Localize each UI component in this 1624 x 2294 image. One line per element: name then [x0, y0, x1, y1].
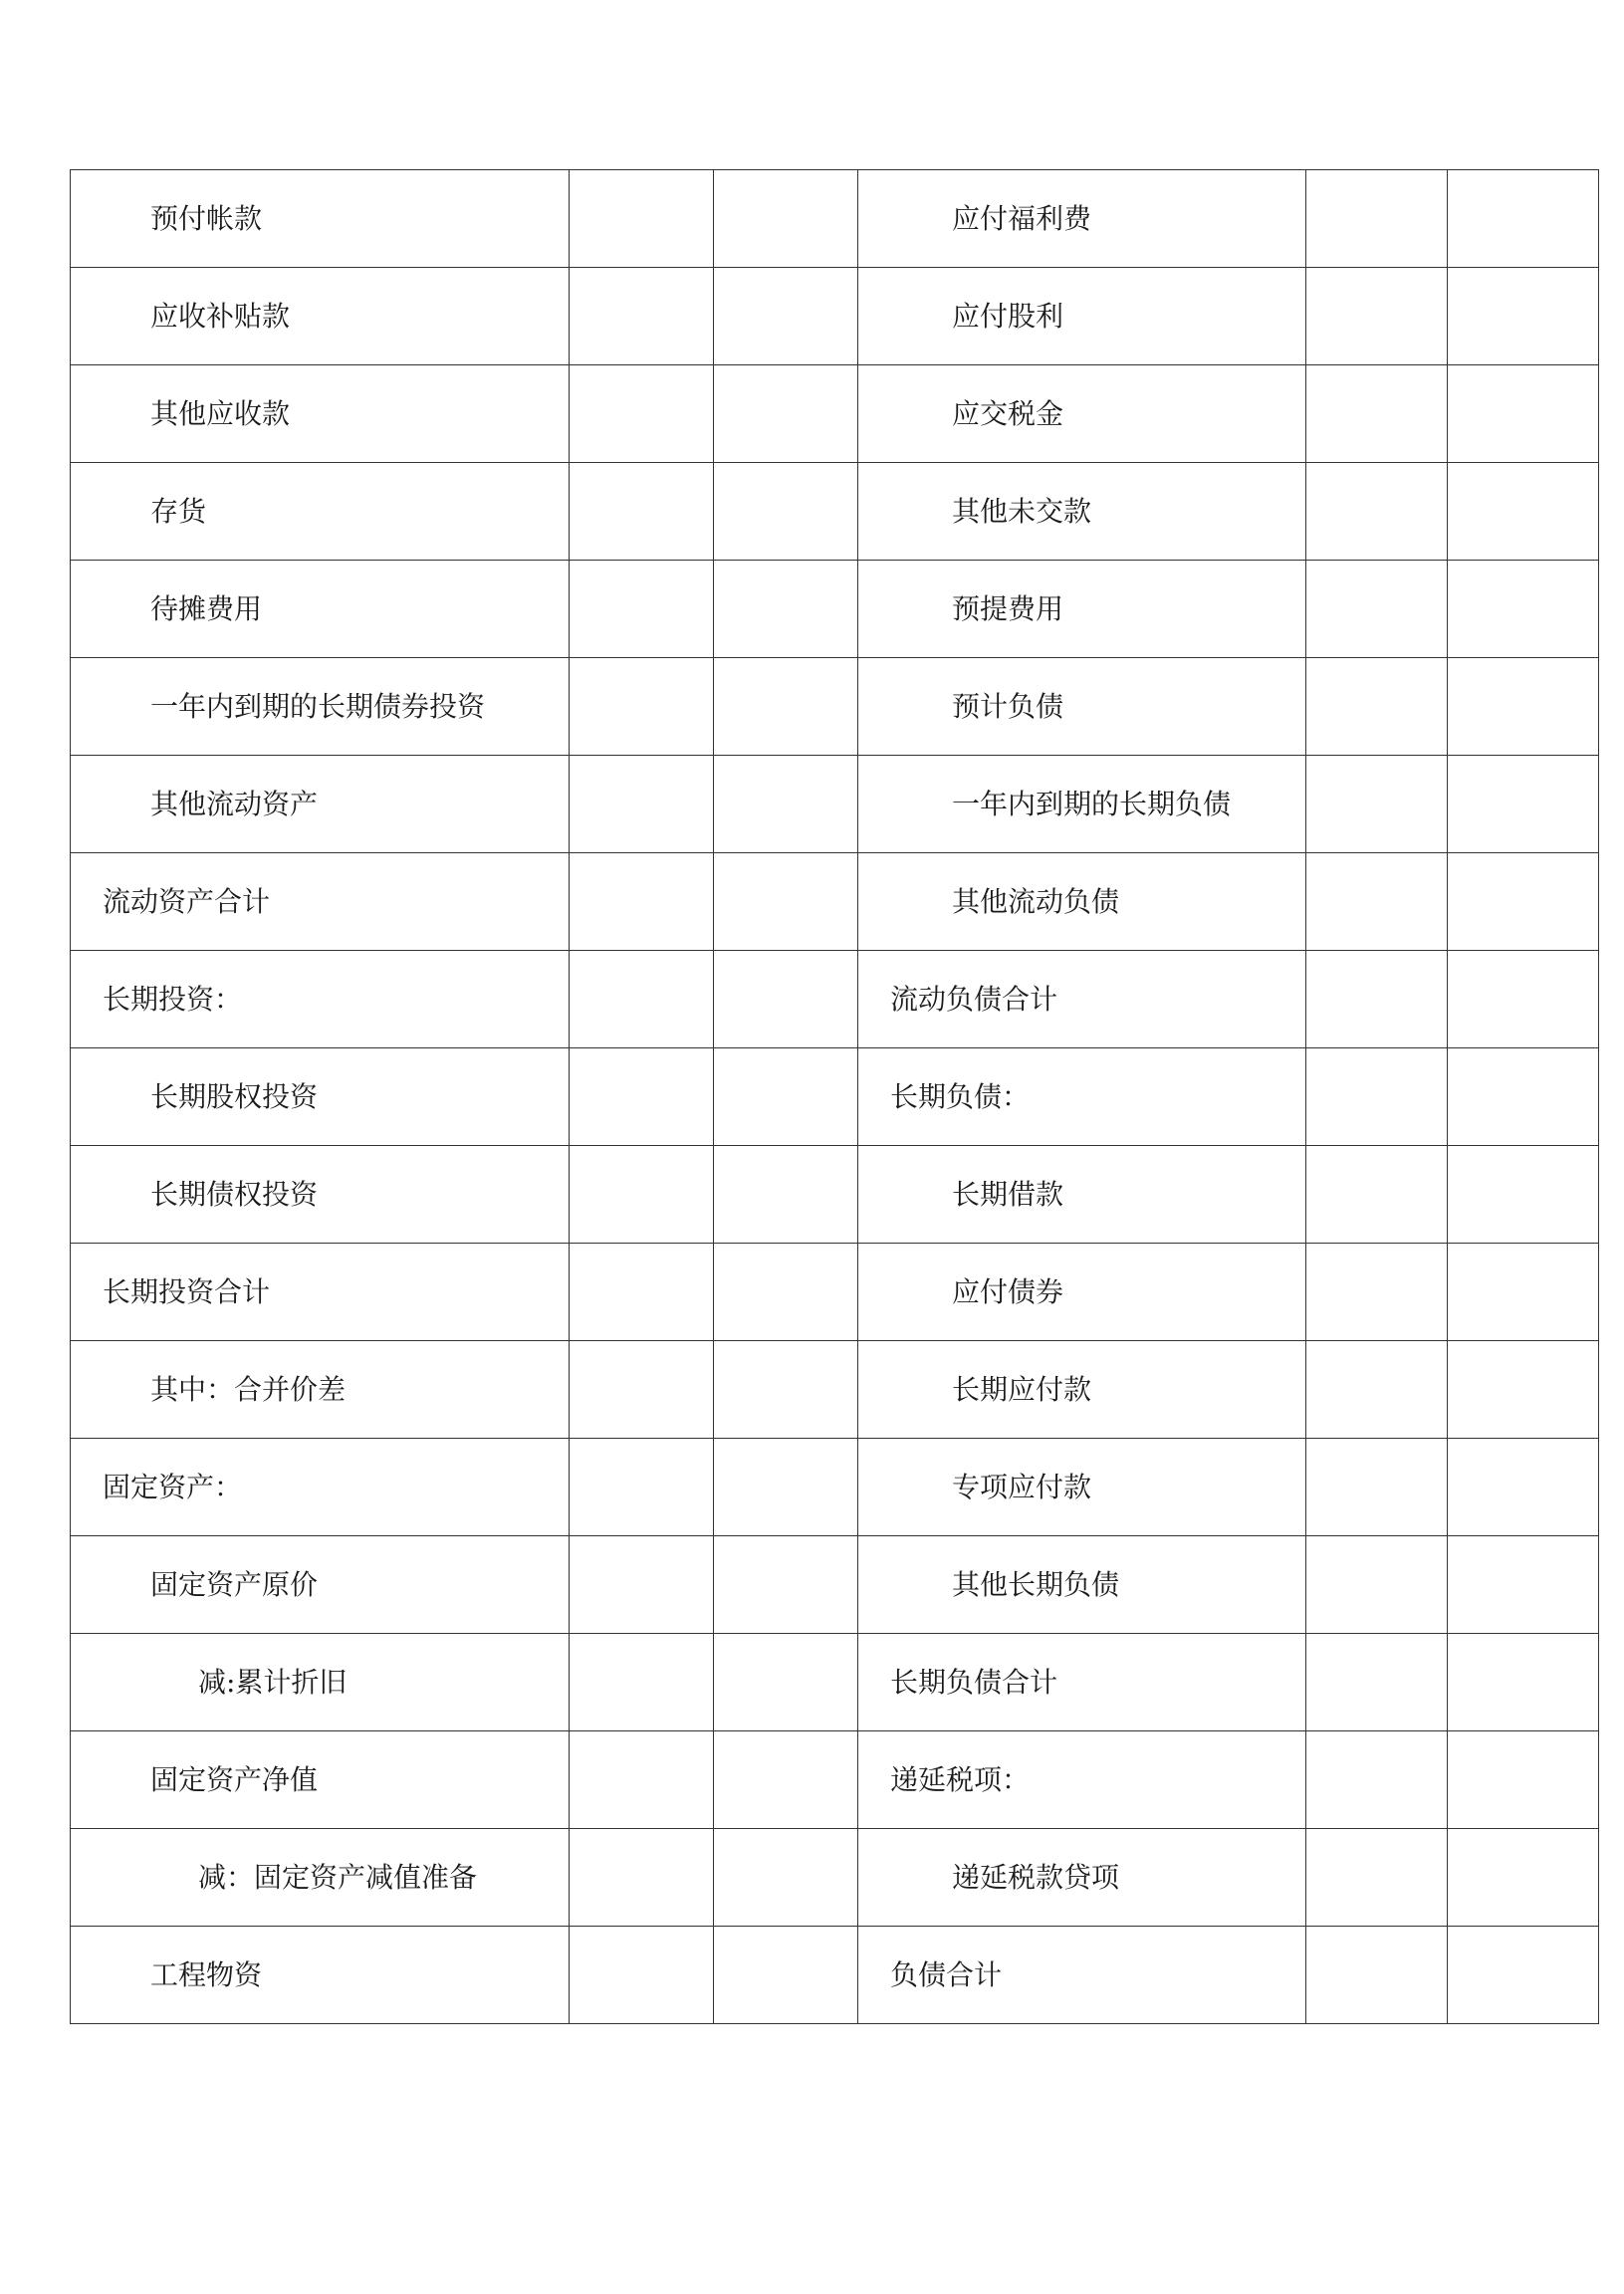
liability-item-label: 其他长期负债 [858, 1536, 1306, 1634]
liability-closing-value-cell [1448, 463, 1599, 561]
table-row [71, 1244, 1599, 1341]
liability-opening-value-cell [1306, 365, 1448, 463]
table-row [71, 1536, 1599, 1634]
asset-closing-value-cell [714, 756, 858, 853]
liability-opening-value-cell [1306, 951, 1448, 1048]
liability-closing-value-cell [1448, 1634, 1599, 1731]
asset-closing-value-cell [714, 365, 858, 463]
asset-item-label: 预付帐款 [71, 170, 570, 268]
asset-closing-value-cell [714, 1048, 858, 1146]
liability-closing-value-cell [1448, 853, 1599, 951]
table-row [71, 951, 1599, 1048]
asset-opening-value-cell [570, 1341, 714, 1439]
liability-item-label: 流动负债合计 [858, 951, 1306, 1048]
liability-opening-value-cell [1306, 1927, 1448, 2024]
liability-closing-value-cell [1448, 365, 1599, 463]
asset-opening-value-cell [570, 463, 714, 561]
asset-opening-value-cell [570, 561, 714, 658]
table-row [71, 1731, 1599, 1829]
asset-opening-value-cell [570, 1146, 714, 1244]
asset-item-label: 减:累计折旧 [71, 1634, 570, 1731]
liability-closing-value-cell [1448, 1439, 1599, 1536]
liability-item-label: 应付债券 [858, 1244, 1306, 1341]
liability-closing-value-cell [1448, 1048, 1599, 1146]
asset-closing-value-cell [714, 463, 858, 561]
liability-closing-value-cell [1448, 1244, 1599, 1341]
table-row [71, 756, 1599, 853]
asset-item-label: 长期债权投资 [71, 1146, 570, 1244]
liability-opening-value-cell [1306, 1536, 1448, 1634]
asset-closing-value-cell [714, 1634, 858, 1731]
table-row [71, 170, 1599, 268]
liability-closing-value-cell [1448, 1927, 1599, 2024]
asset-item-label: 减：固定资产减值准备 [71, 1829, 570, 1927]
asset-closing-value-cell [714, 1731, 858, 1829]
asset-closing-value-cell [714, 561, 858, 658]
liability-closing-value-cell [1448, 561, 1599, 658]
asset-item-label: 应收补贴款 [71, 268, 570, 365]
liability-opening-value-cell [1306, 1829, 1448, 1927]
asset-opening-value-cell [570, 853, 714, 951]
liability-opening-value-cell [1306, 1244, 1448, 1341]
liability-closing-value-cell [1448, 756, 1599, 853]
liability-opening-value-cell [1306, 561, 1448, 658]
asset-closing-value-cell [714, 951, 858, 1048]
table-row [71, 268, 1599, 365]
asset-closing-value-cell [714, 853, 858, 951]
asset-closing-value-cell [714, 1341, 858, 1439]
asset-item-label: 工程物资 [71, 1927, 570, 2024]
asset-opening-value-cell [570, 1829, 714, 1927]
asset-item-label: 长期股权投资 [71, 1048, 570, 1146]
liability-item-label: 负债合计 [858, 1927, 1306, 2024]
table-row [71, 1048, 1599, 1146]
liability-closing-value-cell [1448, 1829, 1599, 1927]
asset-item-label: 一年内到期的长期债券投资 [71, 658, 570, 756]
asset-item-label: 固定资产： [71, 1439, 570, 1536]
asset-item-label: 固定资产净值 [71, 1731, 570, 1829]
asset-item-label: 流动资产合计 [71, 853, 570, 951]
liability-opening-value-cell [1306, 1146, 1448, 1244]
asset-opening-value-cell [570, 1244, 714, 1341]
asset-closing-value-cell [714, 268, 858, 365]
asset-item-label: 固定资产原价 [71, 1536, 570, 1634]
liability-opening-value-cell [1306, 1634, 1448, 1731]
asset-opening-value-cell [570, 1439, 714, 1536]
liability-opening-value-cell [1306, 1439, 1448, 1536]
liability-item-label: 专项应付款 [858, 1439, 1306, 1536]
liability-item-label: 应付股利 [858, 268, 1306, 365]
asset-closing-value-cell [714, 1439, 858, 1536]
asset-closing-value-cell [714, 1927, 858, 2024]
asset-opening-value-cell [570, 365, 714, 463]
table-row [71, 561, 1599, 658]
liability-closing-value-cell [1448, 268, 1599, 365]
liability-opening-value-cell [1306, 756, 1448, 853]
asset-opening-value-cell [570, 1536, 714, 1634]
table-row [71, 365, 1599, 463]
liability-item-label: 其他未交款 [858, 463, 1306, 561]
asset-opening-value-cell [570, 170, 714, 268]
asset-item-label: 其中：合并价差 [71, 1341, 570, 1439]
liability-item-label: 长期负债合计 [858, 1634, 1306, 1731]
asset-closing-value-cell [714, 1146, 858, 1244]
liability-closing-value-cell [1448, 658, 1599, 756]
liability-item-label: 预计负债 [858, 658, 1306, 756]
asset-opening-value-cell [570, 756, 714, 853]
asset-closing-value-cell [714, 170, 858, 268]
liability-item-label: 应交税金 [858, 365, 1306, 463]
liability-item-label: 长期借款 [858, 1146, 1306, 1244]
liability-closing-value-cell [1448, 1536, 1599, 1634]
table-row [71, 463, 1599, 561]
asset-item-label: 存货 [71, 463, 570, 561]
table-row [71, 658, 1599, 756]
liability-opening-value-cell [1306, 853, 1448, 951]
asset-closing-value-cell [714, 1536, 858, 1634]
liability-closing-value-cell [1448, 170, 1599, 268]
asset-opening-value-cell [570, 951, 714, 1048]
asset-item-label: 待摊费用 [71, 561, 570, 658]
asset-opening-value-cell [570, 1927, 714, 2024]
asset-item-label: 长期投资： [71, 951, 570, 1048]
liability-opening-value-cell [1306, 463, 1448, 561]
liability-opening-value-cell [1306, 1048, 1448, 1146]
liability-item-label: 递延税款贷项 [858, 1829, 1306, 1927]
table-row [71, 1829, 1599, 1927]
liability-opening-value-cell [1306, 658, 1448, 756]
asset-opening-value-cell [570, 1048, 714, 1146]
liability-closing-value-cell [1448, 1341, 1599, 1439]
liability-item-label: 长期负债： [858, 1048, 1306, 1146]
balance-sheet-body [71, 170, 1599, 2024]
liability-closing-value-cell [1448, 1146, 1599, 1244]
asset-opening-value-cell [570, 658, 714, 756]
asset-item-label: 长期投资合计 [71, 1244, 570, 1341]
liability-opening-value-cell [1306, 170, 1448, 268]
asset-item-label: 其他流动资产 [71, 756, 570, 853]
asset-closing-value-cell [714, 1244, 858, 1341]
liability-item-label: 一年内到期的长期负债 [858, 756, 1306, 853]
liability-closing-value-cell [1448, 1731, 1599, 1829]
table-row [71, 1634, 1599, 1731]
liability-closing-value-cell [1448, 951, 1599, 1048]
asset-opening-value-cell [570, 1731, 714, 1829]
liability-item-label: 其他流动负债 [858, 853, 1306, 951]
table-row [71, 1439, 1599, 1536]
liability-item-label: 应付福利费 [858, 170, 1306, 268]
asset-closing-value-cell [714, 1829, 858, 1927]
table-row [71, 1341, 1599, 1439]
table-row [71, 1927, 1599, 2024]
liability-item-label: 长期应付款 [858, 1341, 1306, 1439]
asset-item-label: 其他应收款 [71, 365, 570, 463]
balance-sheet-table [70, 169, 1599, 2024]
asset-opening-value-cell [570, 268, 714, 365]
table-row [71, 853, 1599, 951]
liability-item-label: 递延税项： [858, 1731, 1306, 1829]
liability-opening-value-cell [1306, 268, 1448, 365]
liability-opening-value-cell [1306, 1731, 1448, 1829]
asset-opening-value-cell [570, 1634, 714, 1731]
liability-item-label: 预提费用 [858, 561, 1306, 658]
asset-closing-value-cell [714, 658, 858, 756]
table-row [71, 1146, 1599, 1244]
liability-opening-value-cell [1306, 1341, 1448, 1439]
